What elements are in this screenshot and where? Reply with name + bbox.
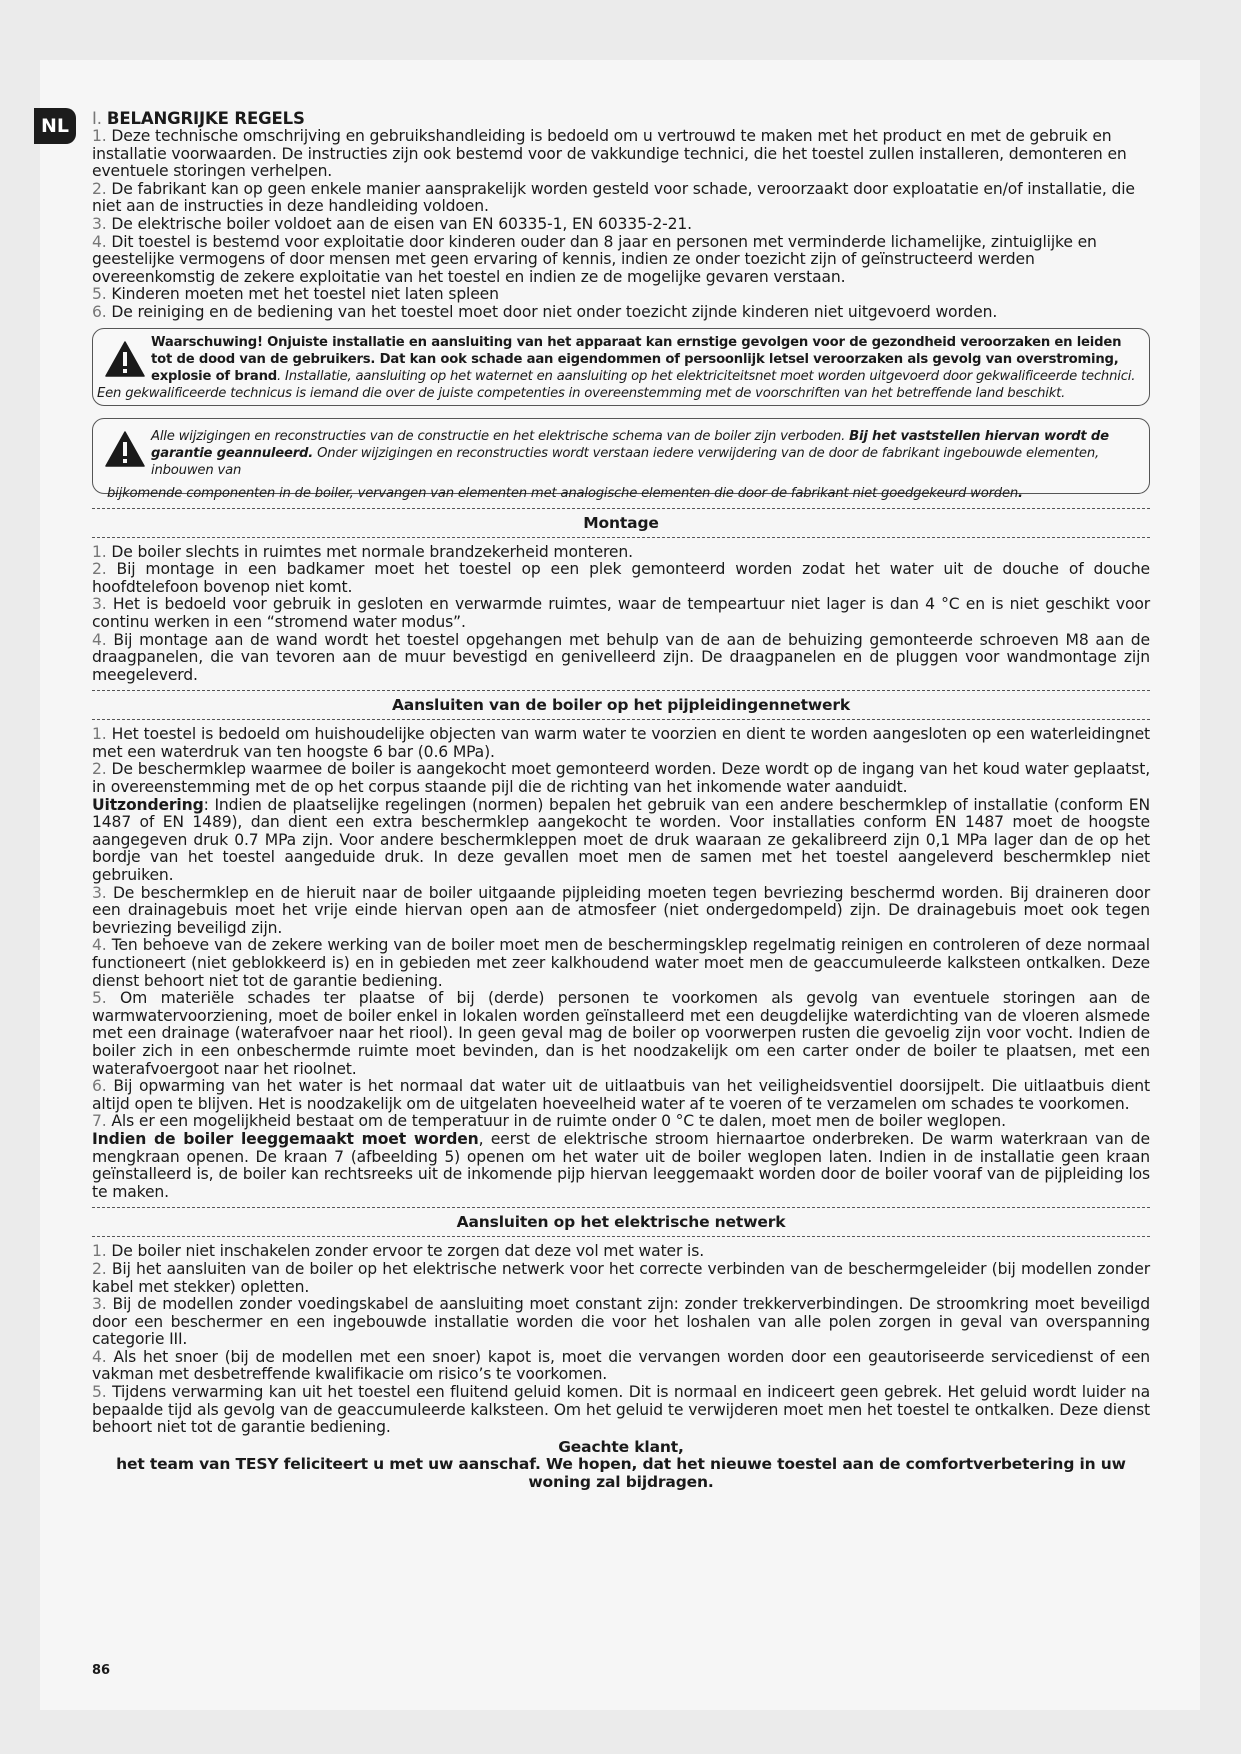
item-number: 4. bbox=[92, 232, 107, 251]
item-text: Bij montage aan de wand wordt het toestel opgehangen met behulp van de aan de behuizing gemonteerde schroeven M8 aan de draagpanelen, die van tevoren aan de muur bevestigd en genivelleerd zijn. De draagpanelen en de pluggen voor wandmontage zijn meegeleverd. bbox=[92, 630, 1150, 684]
pipe-item bbox=[92, 726, 1150, 761]
dashed-divider bbox=[92, 1236, 1150, 1237]
item-text: De elektrische boiler voldoet aan de eisen van EN 60335-1, EN 60335-2-21. bbox=[111, 214, 692, 233]
item-text: Bij de modellen zonder voedingskabel de aansluiting moet constant zijn: zonder trekkerverbindingen. De stroomkring moet beveiligd door een beschermer en een ingebouwde installatie worden die voor het loshalen van alle polen zorgen in geval van overspanning categorie III. bbox=[92, 1295, 1150, 1349]
item-text: De reiniging en de bediening van het toestel moet door niet onder toezicht zijnde kinderen niet uitgevoerd worden. bbox=[111, 302, 998, 321]
pipe-item bbox=[92, 761, 1150, 796]
warning-bold-text: Bij het vaststellen hiervan wordt de garantie geannuleerd. bbox=[151, 428, 1109, 461]
item-number: 3. bbox=[92, 595, 107, 614]
warning-triangle-icon bbox=[105, 341, 145, 377]
montage-list bbox=[92, 544, 1150, 685]
rule-item bbox=[92, 181, 1150, 216]
warranty-warning-text bbox=[151, 428, 1137, 479]
rule-item bbox=[92, 128, 1150, 181]
item-number: 1. bbox=[92, 1242, 107, 1261]
item-text: Om materiële schades ter plaatse of bij (derde) personen te voorkomen als gevolg van eventuele storingen aan de warmwatervoorziening, moet de boiler enkel in lokalen worden geïnstalleerd met een deugdelijke waterdichting van de vloeren alsmede met een drainage (waterafvoer naar het riool). In geen geval mag de boiler op voorwerpen rusten die gevoelig zijn voor vocht. Indien de boiler zich in een onbeschermde ruimte moet bevinden, dan is het noodzakelijk om een carter onder de boiler te plaatsen, met een waterafvoergoot naar het rioolnet. bbox=[92, 989, 1150, 1078]
electric-list bbox=[92, 1243, 1150, 1437]
item-text: Bij montage in een badkamer moet het toestel op een plek gemonteerd worden zodat het water uit de douche of douche hoofdtelefoon bovenop niet komt. bbox=[92, 560, 1150, 596]
warning-note: Een gekwalificeerde technicus is iemand die over de juiste competenties in overeenstemming met de voorschriften van het betreffende land beschikt. bbox=[97, 385, 1066, 401]
montage-item bbox=[92, 596, 1150, 631]
pipe-item bbox=[92, 990, 1150, 1078]
item-number: 5. bbox=[92, 989, 107, 1008]
warning-italic-text: . Installatie, aansluiting op het waternet en aansluiting op het elektriciteitsnet moet worden uitgevoerd door gekwalificeerde technici. bbox=[277, 368, 1136, 384]
exception-paragraph bbox=[92, 797, 1150, 885]
item-number: 4. bbox=[92, 936, 107, 955]
exception-label: Uitzondering bbox=[92, 795, 204, 814]
item-number: 6. bbox=[92, 302, 107, 321]
item-number: 1. bbox=[92, 542, 107, 561]
item-text: Tijdens verwarming kan uit het toestel een fluitend geluid komen. Dit is normaal en indiceert geen gebrek. Het geluid wordt luider na bepaalde tijd als gevolg van de geaccumuleerde kalksteen. Om het geluid te verwijderen moet men het toestel te ontkalken. Deze dienst behoort niet tot de garantie bediening. bbox=[92, 1383, 1150, 1437]
item-text: Bij het aansluiten van de boiler op het elektrische netwerk voor het correcte verbinden van de beschermgeleider (bij modellen zonder kabel met stekker) opletten. bbox=[92, 1259, 1151, 1296]
electric-item bbox=[92, 1243, 1150, 1261]
pipe-item bbox=[92, 1078, 1150, 1113]
item-number: 2. bbox=[92, 1259, 107, 1278]
item-number: 4. bbox=[92, 630, 107, 649]
item-number: 7. bbox=[92, 1112, 107, 1131]
item-number: 1. bbox=[92, 725, 107, 744]
item-text: De boiler niet inschakelen zonder ervoor te zorgen dat deze vol met water is. bbox=[111, 1242, 705, 1261]
warning-triangle-icon bbox=[105, 431, 145, 467]
item-text: Het toestel is bedoeld om huishoudelijke objecten van warm water te voorzien en dient te worden aangesloten op een waterleidingnet met een waterdruk van ten hoogste 6 bar (0.6 MPa). bbox=[92, 725, 1150, 761]
electric-item bbox=[92, 1384, 1150, 1437]
dashed-divider bbox=[92, 719, 1150, 720]
rule-item bbox=[92, 216, 1150, 234]
item-text: Als het snoer (bij de modellen met een snoer) kapot is, moet die vervangen worden door een geautoriseerde servicedienst of een vakman met desbetreffende kwalifikacie om risico’s te voorkomen. bbox=[92, 1347, 1150, 1384]
electric-item bbox=[92, 1296, 1150, 1349]
pipe-heading: Aansluiten van de boiler op het pijpleidingennetwerk bbox=[391, 696, 851, 715]
electric-heading: Aansluiten op het elektrische netwerk bbox=[456, 1213, 786, 1232]
item-text: Dit toestel is bestemd voor exploitatie door kinderen ouder dan 8 jaar en personen met verminderde lichamelijke, zintuiglijke en geestelijke vermogens of door mensen met geen ervaring of kennis, indien ze onder toezicht zijn of geïnstructeerd werden overeenkomstig de zekere exploitatie van het toestel en indien ze de mogelijke gevaren verstaan. bbox=[92, 232, 1097, 286]
pipe-item bbox=[92, 937, 1150, 990]
dashed-divider bbox=[92, 537, 1150, 538]
item-number: 2. bbox=[92, 560, 107, 579]
item-number: 3. bbox=[92, 214, 107, 233]
item-text: De boiler slechts in ruimtes met normale brandzekerheid monteren. bbox=[111, 542, 633, 561]
item-text: De fabrikant kan op geen enkele manier aansprakelijk worden gesteld voor schade, veroorzaakt door exploatatie en/of installatie, die niet aan de instructies in deze handleiding voldoen. bbox=[92, 179, 1135, 216]
warning-note-end: . bbox=[1018, 485, 1023, 501]
item-text: Als er een mogelijkheid bestaat om de temperatuur in de ruimte onder 0 °C te dalen, moet men de boiler weglopen. bbox=[111, 1112, 1006, 1131]
document-body bbox=[92, 110, 1150, 1491]
rule-item bbox=[92, 304, 1150, 322]
item-text: Deze technische omschrijving en gebruikshandleiding is bedoeld om u vertrouwd te maken met het product en met de gebruik en installatie voorwaarden. De instructies zijn ook bestemd voor de vakkundige technici, die het toestel zullen installeren, demonteren en eventuele storingen verhelpen. bbox=[92, 127, 1127, 181]
exception-text: : Indien de plaatselijke regelingen (normen) bepalen het gebruik van een andere beschermklep of installatie (conform EN 1487 of EN 1489), dan dient een extra beschermklep aangekocht te worden. Voor installaties conform EN 1487 moet de hoogste aangegeven druk 0.7 MPa zijn. Voor andere beschermkleppen moet de druk waaraan ze gekalibreerd zijn 0,1 MPa lager dan de op het bordje van het toestel aangeduide druk. In deze gevallen moet men de samen met het toestel aangeleverd beschermklep niet gebruiken. bbox=[92, 795, 1150, 885]
warning-italic-text: Alle wijzigingen en reconstructies van de constructie en het elektrische schema van de boiler zijn verboden. bbox=[151, 428, 850, 444]
closing-greeting: Geachte klant, bbox=[558, 1437, 684, 1456]
montage-item bbox=[92, 561, 1150, 596]
item-text: Het is bedoeld voor gebruik in gesloten en verwarmde ruimtes, waar de tempeartuur niet lager is dan 4 °C en is niet geschikt voor continu werken in een “stromend water modus”. bbox=[92, 595, 1150, 631]
pipe-item bbox=[92, 885, 1150, 938]
section-title bbox=[92, 110, 1150, 128]
electric-item bbox=[92, 1349, 1150, 1384]
drain-paragraph bbox=[92, 1131, 1150, 1201]
item-number: 5. bbox=[92, 1383, 107, 1402]
language-badge: NL bbox=[34, 108, 76, 144]
closing-message: het team van TESY feliciteert u met uw aanschaf. We hopen, dat het nieuwe toestel aan de comfortverbetering in uw woning zal bijdragen. bbox=[116, 1455, 1126, 1491]
item-number: 5. bbox=[92, 285, 107, 304]
item-text: De beschermklep waarmee de boiler is aangekocht moet gemonteerd worden. Deze wordt op de ingang van het koud water geplaatst, in overeenstemming met de op het corpus staande pijl die de richting van het inkomende water aanduidt. bbox=[92, 760, 1150, 797]
item-number: 1. bbox=[92, 127, 107, 145]
rule-item bbox=[92, 234, 1150, 287]
pipe-item bbox=[92, 1113, 1150, 1131]
drain-label: Indien de boiler leeggemaakt moet worden bbox=[92, 1129, 479, 1148]
electric-item bbox=[92, 1261, 1150, 1296]
item-number: 4. bbox=[92, 1347, 107, 1366]
warning-box bbox=[92, 328, 1150, 406]
drain-text: , eerst de elektrische stroom hiernaartoe onderbreken. De warm waterkraan van de mengkraan openen. De kraan 7 (afbeelding 5) openen om het water uit de boiler weglopen laten. Indien in de installatie geen kraan geïnstalleerd is, de boiler kan rechtsreeks uit de inkomende pijp hiervan leeggemaakt worden door de boiler vooraf van de pijpleiding los te maken. bbox=[92, 1129, 1150, 1201]
item-number: 2. bbox=[92, 179, 107, 198]
item-number: 2. bbox=[92, 760, 107, 779]
warning-note-text: bijkomende componenten in de boiler, vervangen van elementen met analogische elementen die door de fabrikant niet goedgekeurd worden bbox=[107, 485, 1019, 501]
section-number: I. bbox=[92, 109, 102, 128]
montage-item bbox=[92, 632, 1150, 685]
item-number: 6. bbox=[92, 1077, 107, 1096]
montage-item bbox=[92, 544, 1150, 562]
item-number: 3. bbox=[92, 883, 107, 902]
item-text: De beschermklep en de hieruit naar de boiler uitgaande pijpleiding moeten tegen bevriezing beschermd worden. Bij draineren door een drainagebuis moet het vrije einde hiervan open aan de atmosfeer (niet ondergedompeld) zijn. De drainagebuis moet ook tegen bevriezing beveiligd zijn. bbox=[92, 883, 1150, 937]
montage-heading: Montage bbox=[583, 513, 659, 532]
warning-text bbox=[151, 334, 1137, 385]
section-title-text: BELANGRIJKE REGELS bbox=[106, 109, 305, 128]
warranty-warning-note bbox=[93, 485, 1137, 502]
item-number: 3. bbox=[92, 1295, 107, 1314]
item-text: Kinderen moeten met het toestel niet laten spleen bbox=[111, 285, 499, 304]
pipe-list bbox=[92, 726, 1150, 1201]
rule-item bbox=[92, 286, 1150, 304]
item-text: Ten behoeve van de zekere werking van de boiler moet men de beschermingsklep regelmatig reinigen en controleren of deze normaal functioneert (niet geblokkeerd is) en in gebieden met zeer kalkhoudend water moet men de geaccumuleerde kalksteen ontkalken. Deze dienst behoort niet tot de garantie bediening. bbox=[92, 936, 1150, 990]
item-text: Bij opwarming van het water is het normaal dat water uit de uitlaatbuis van het veiligheidsventiel doorsijpelt. Die uitlaatbuis dient altijd open te blijven. Het is noodzakelijk om de uitgelaten hoeveelheid water af te voeren of te verzamelen om schades te voorkomen. bbox=[92, 1077, 1150, 1113]
warranty-warning-box bbox=[92, 418, 1150, 501]
warning-italic-text: Onder wijzigingen en reconstructies wordt verstaan iedere verwijdering van de door de fabrikant ingebouwde elementen, inbouwen van bbox=[151, 445, 1099, 478]
warning-bold-text: Waarschuwing! Onjuiste installatie en aansluiting van het apparaat kan ernstige gevolgen voor de gezondheid veroorzaken en leiden tot de dood van de gebruikers. Dat kan ook schade aan eigendommen of persoonlijk letsel veroorzaken als gevolg van overstroming, explosie of brand bbox=[151, 334, 1122, 384]
rules-list bbox=[92, 128, 1150, 322]
page-number: 86 bbox=[92, 1663, 111, 1678]
